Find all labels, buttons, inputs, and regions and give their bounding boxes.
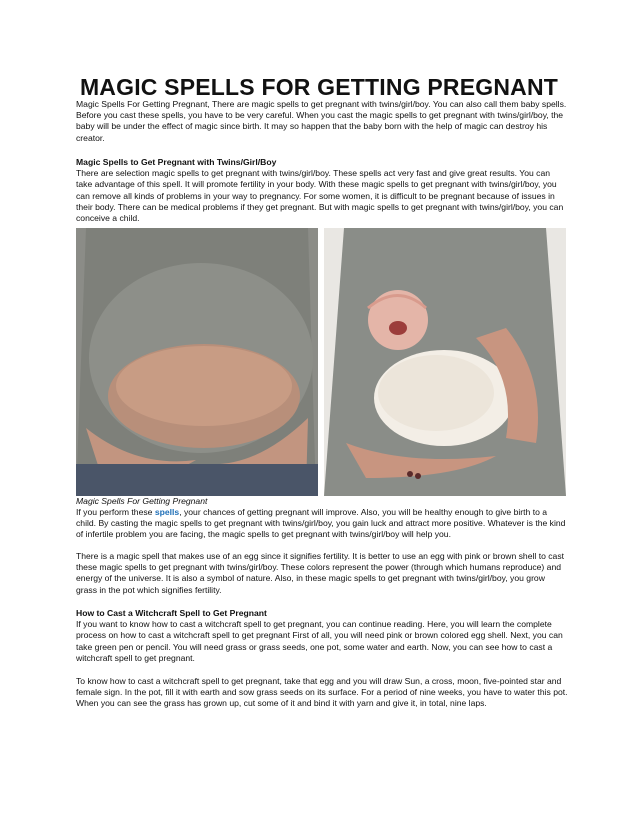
image-caption: Magic Spells For Getting Pregnant: [76, 496, 208, 506]
spells-paragraph: [76, 507, 568, 541]
section-witchcraft: [76, 608, 568, 664]
newborn-baby-image: [324, 228, 566, 496]
pregnancy-photo: [76, 228, 566, 496]
egg-paragraph: There is a magic spell that makes use of an egg since it signifies fertility. It is better to use an egg with pink or brown shell to cast these magic spells to get pregnant with twins/girl/boy. These colors represent the power (through which humans reproduce) and energy of the universe. It is also a symbol of nature. Also, in these magic spells to get pregnant with twins/girl/boy, you grow grass in the pot which signifies fertility.: [76, 551, 565, 595]
page-title: MAGIC SPELLS FOR GETTING PREGNANT: [79, 74, 559, 100]
section-heading: Magic Spells to Get Pregnant with Twins/Girl/Boy: [76, 157, 277, 167]
text-after-link: , your chances of getting pregnant will improve. Also, you will be healthy enough to give birth to a child. By casting the magic spells to get pregnant with twins/girl/boy, you gain luck and attract more positive. Whatever is the kind of infertile problem you are facing, the magic spells to get pregnant with twins/girl/boy will help you.: [76, 507, 566, 540]
witchcraft-steps-paragraph: To know how to cast a witchcraft spell to get pregnant, take that egg and you will draw Sun, a cross, moon, five-pointed star and female sign. In the pot, fill it with earth and sow grass seeds on its surface. For a period of nine weeks, you have to water this pot. When you can see the grass has grown up, cut some of it and bind it with yarn and give it, in total, nine laps.: [76, 676, 568, 709]
text-before-link: If you perform these: [76, 507, 155, 517]
section-body: If you want to know how to cast a witchcraft spell to get pregnant, you can continue reading. Here, you will learn the complete process on how to cast a witchcraft spell to get pregnant First of all, you will need pink or brown colored egg shell. Next, you can take green pen or pencil. You will need grass or grass seeds, one pot, some water and earth. Now, you can see how to cast a witchcraft spell to get pregnant.: [76, 619, 563, 663]
section-body: There are selection magic spells to get pregnant with twins/girl/boy. These spells act very fast and give great results. You can take advantage of this spell. It will promote fertility in your body. With these magic spells to get pregnant with twins/girl/boy, you can remove all kinds of problems in your way to pregnancy. For some women, it is difficult to be pregnant because of issues in their body. There can be medical problems if they get pregnant. But with magic spells to get pregnant with twins/girl/boy, you can conceive a child.: [76, 168, 564, 224]
section-heading: How to Cast a Witchcraft Spell to Get Pregnant: [76, 608, 267, 618]
spells-link[interactable]: spells: [154, 507, 180, 517]
pregnant-belly-image: [76, 228, 318, 496]
intro-paragraph: Magic Spells For Getting Pregnant, There are magic spells to get pregnant with twins/girl/boy. You can also call them baby spells. Before you cast these spells, you have to be very careful. When you cast the magic spells to get pregnant with twins/girl/boy, the baby will be under the effect of magic since birth. It may so happen that the baby born with the help of magic can destroy his creator.: [76, 99, 567, 143]
section-twins: [76, 157, 568, 224]
